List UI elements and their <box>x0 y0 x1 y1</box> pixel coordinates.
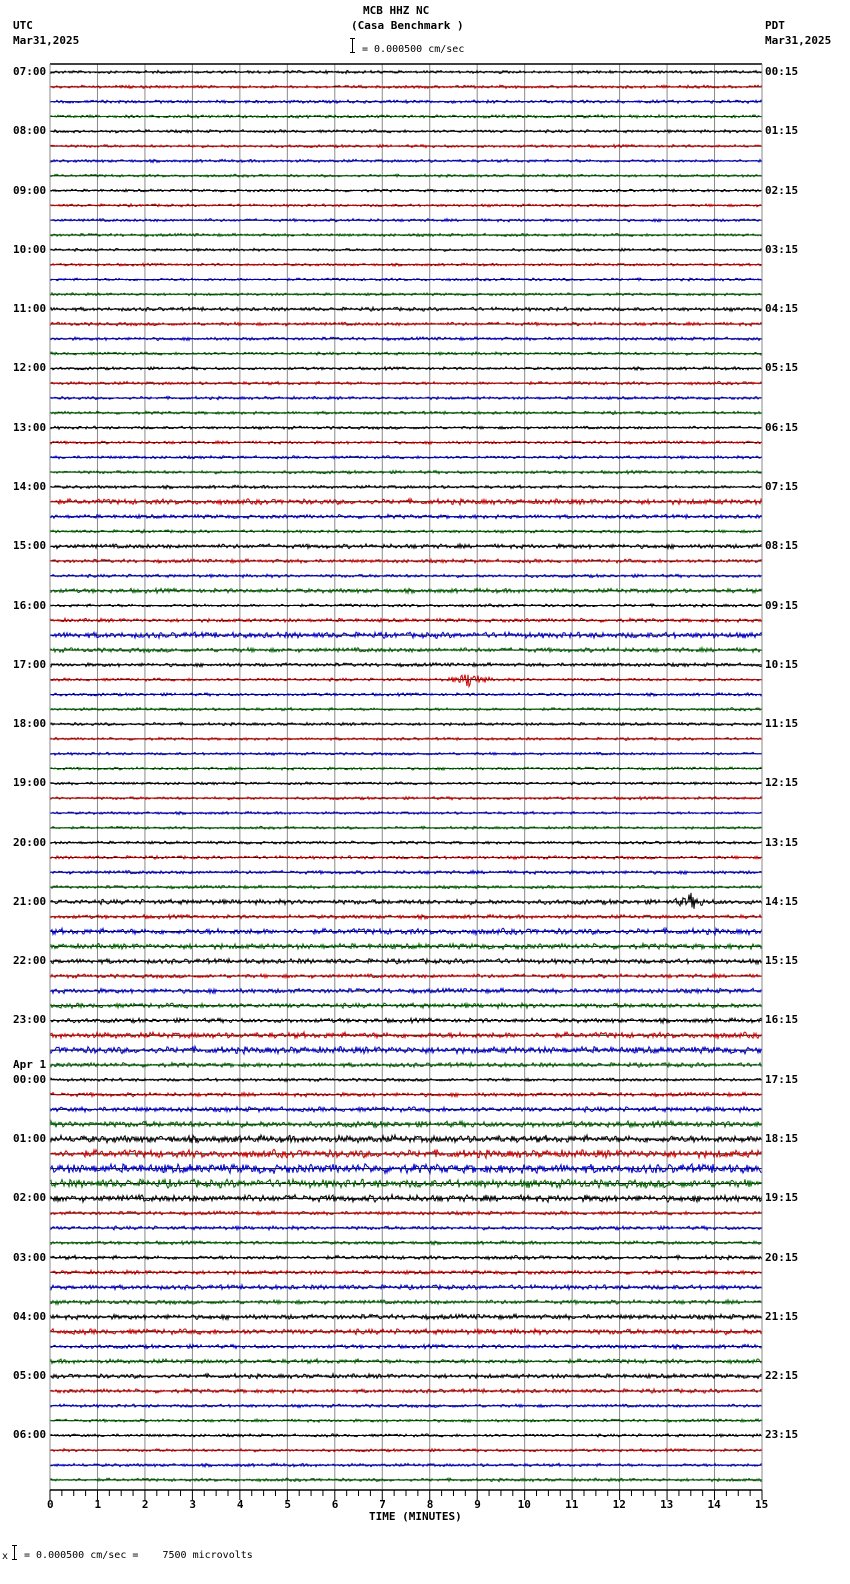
seismic-trace <box>50 471 762 474</box>
seismic-trace <box>50 722 762 725</box>
seismic-trace <box>50 1032 762 1038</box>
pdt-hour-label: 12:15 <box>765 776 799 790</box>
utc-hour-label: 22:00 <box>13 954 47 968</box>
x-tick-label: 8 <box>426 1498 434 1511</box>
utc-hour-label: 23:00 <box>13 1013 47 1027</box>
x-tick-label: 13 <box>660 1498 674 1511</box>
x-tick-label: 6 <box>331 1498 339 1511</box>
utc-hour-label: 19:00 <box>13 776 47 790</box>
seismic-trace <box>50 1164 762 1174</box>
seismic-trace <box>50 219 762 222</box>
pdt-hour-label: 16:15 <box>765 1013 799 1027</box>
pdt-hour-label: 02:15 <box>765 183 799 197</box>
pdt-hour-label: 10:15 <box>765 657 799 671</box>
pdt-hour-label: 03:15 <box>765 242 799 256</box>
seismic-trace <box>50 530 762 533</box>
utc-hour-label: 08:00 <box>13 124 47 138</box>
pdt-hour-label: 22:15 <box>765 1369 799 1383</box>
seismic-trace <box>50 130 762 133</box>
scale-text: = 0.000500 cm/sec <box>362 44 465 55</box>
left-timezone: UTC <box>13 19 33 32</box>
pdt-hour-label: 08:15 <box>765 539 799 553</box>
right-timezone: PDT <box>765 19 785 32</box>
seismic-trace <box>50 1359 762 1364</box>
seismic-trace <box>50 752 762 755</box>
x-tick-label: 7 <box>379 1498 386 1511</box>
pdt-hour-label: 17:15 <box>765 1072 799 1086</box>
seismic-trace <box>50 1419 762 1422</box>
seismic-trace <box>50 675 762 687</box>
seismic-trace <box>50 782 762 785</box>
utc-hour-label: 18:00 <box>13 717 47 731</box>
seismic-trace <box>50 604 762 607</box>
x-tick-label: 4 <box>236 1498 244 1511</box>
x-tick-label: 12 <box>612 1498 626 1511</box>
pdt-hour-label: 05:15 <box>765 361 799 375</box>
x-tick-label: 14 <box>707 1498 721 1511</box>
seismic-trace <box>50 174 762 177</box>
seismic-trace <box>50 693 762 696</box>
footer-marker: x <box>2 1551 9 1562</box>
pdt-hour-label: 06:15 <box>765 420 799 434</box>
utc-hour-label: 04:00 <box>13 1309 47 1323</box>
seismic-trace <box>50 1314 762 1319</box>
pdt-hour-label: 23:15 <box>765 1428 799 1442</box>
utc-hour-label: 02:00 <box>13 1191 47 1205</box>
footer-scale-text: = 0.000500 cm/sec = 7500 microvolts <box>24 1550 253 1561</box>
utc-hour-label: 06:00 <box>13 1428 47 1442</box>
x-axis-title: TIME (MINUTES) <box>369 1510 462 1523</box>
seismic-trace <box>50 233 762 236</box>
pdt-hour-label: 20:15 <box>765 1250 799 1264</box>
utc-hour-label: 03:00 <box>13 1250 47 1264</box>
utc-hour-label: 01:00 <box>13 1132 47 1146</box>
seismic-trace <box>50 1149 762 1158</box>
utc-hour-label: 09:00 <box>13 183 47 197</box>
utc-hour-label: 20:00 <box>13 835 47 849</box>
seismic-trace <box>50 841 762 844</box>
utc-hour-label: 14:00 <box>13 479 47 493</box>
utc-hour-label: 05:00 <box>13 1369 47 1383</box>
seismic-trace <box>50 588 762 593</box>
utc-hour-label: 07:00 <box>13 65 47 78</box>
seismic-trace <box>50 648 762 653</box>
seismic-trace <box>50 974 762 978</box>
left-date: Mar31,2025 <box>13 34 80 47</box>
pdt-hour-label: 00:15 <box>765 65 799 78</box>
pdt-hour-label: 19:15 <box>765 1191 799 1205</box>
pdt-hour-label: 01:15 <box>765 124 799 138</box>
x-tick-label: 1 <box>94 1498 102 1511</box>
x-tick-label: 10 <box>517 1498 531 1511</box>
right-date: Mar31,2025 <box>765 34 832 47</box>
footer-scale-bar-icon <box>12 1545 17 1560</box>
utc-hour-label: 12:00 <box>13 361 47 375</box>
seismic-trace <box>50 738 762 741</box>
pdt-hour-label: 15:15 <box>765 954 799 968</box>
utc-date-change-label: Apr 1 <box>13 1057 47 1071</box>
seismic-trace <box>50 456 762 459</box>
x-tick-label: 2 <box>141 1498 149 1511</box>
x-tick-label: 5 <box>284 1498 291 1511</box>
pdt-hour-label: 04:15 <box>765 302 799 316</box>
utc-hour-label: 00:00 <box>13 1072 47 1086</box>
pdt-hour-label: 11:15 <box>765 717 799 731</box>
pdt-hour-label: 13:15 <box>765 835 799 849</box>
pdt-hour-label: 09:15 <box>765 598 799 612</box>
seismic-trace <box>50 1285 762 1290</box>
x-tick-label: 9 <box>474 1498 481 1511</box>
seismic-trace <box>50 826 762 829</box>
seismic-trace <box>50 574 762 577</box>
pdt-hour-label: 18:15 <box>765 1132 799 1146</box>
pdt-hour-label: 07:15 <box>765 479 799 493</box>
utc-hour-label: 16:00 <box>13 598 47 612</box>
seismic-trace <box>50 767 762 770</box>
x-tick-label: 15 <box>755 1498 769 1511</box>
station-title: MCB HHZ NC <box>363 4 430 17</box>
pdt-hour-label: 21:15 <box>765 1309 799 1323</box>
site-name: (Casa Benchmark ) <box>351 19 464 32</box>
utc-hour-label: 13:00 <box>13 420 47 434</box>
utc-hour-label: 21:00 <box>13 894 47 908</box>
x-tick-label: 3 <box>189 1498 197 1511</box>
x-tick-label: 11 <box>565 1498 579 1511</box>
seismic-trace <box>50 856 762 859</box>
seismic-trace <box>50 1092 762 1096</box>
seismic-trace <box>50 1063 762 1068</box>
x-tick-label: 0 <box>47 1498 54 1511</box>
utc-hour-label: 10:00 <box>13 242 47 256</box>
utc-hour-label: 17:00 <box>13 657 47 671</box>
seismic-trace <box>50 893 762 909</box>
seismic-trace <box>50 1344 762 1348</box>
seismic-trace <box>50 485 762 489</box>
pdt-hour-label: 14:15 <box>765 894 799 908</box>
utc-hour-label: 11:00 <box>13 302 47 316</box>
utc-hour-label: 15:00 <box>13 539 47 553</box>
